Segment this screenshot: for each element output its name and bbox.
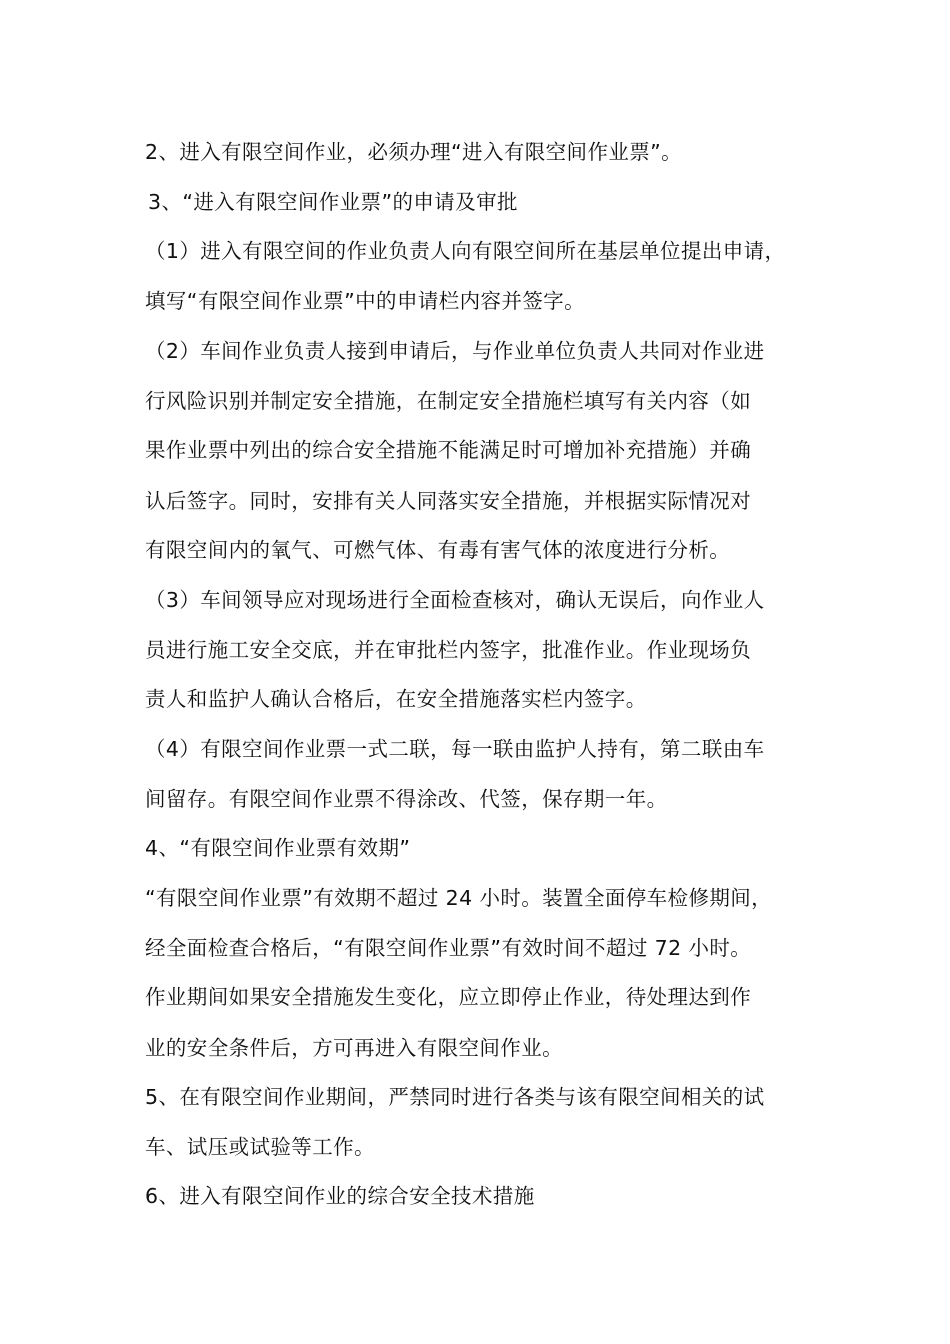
text-line: 经全面检查合格后，“有限空间作业票”有效时间不超过 72 小时。	[145, 936, 752, 960]
text-line: 3、“进入有限空间作业票”的申请及审批	[148, 190, 518, 214]
text-line: 5、在有限空间作业期间，严禁同时进行各类与该有限空间相关的试	[145, 1085, 765, 1109]
text-line: “有限空间作业票”有效期不超过 24 小时。装置全面停车检修期间，	[145, 886, 773, 910]
text-line: 认后签字。同时，安排有关人同落实安全措施，并根据实际情况对	[145, 489, 752, 513]
text-line: 业的安全条件后，方可再进入有限空间作业。	[145, 1036, 563, 1060]
text-line: 6、进入有限空间作业的综合安全技术措施	[145, 1184, 535, 1208]
text-line: 间留存。有限空间作业票不得涂改、代签，保存期一年。	[145, 787, 668, 811]
text-line: 责人和监护人确认合格后，在安全措施落实栏内签字。	[145, 687, 647, 711]
text-line: 4、“有限空间作业票有效期”	[145, 836, 411, 860]
text-line: 车、试压或试验等工作。	[145, 1135, 375, 1159]
text-line: （4）有限空间作业票一式二联，每一联由监护人持有，第二联由车	[145, 737, 765, 761]
text-line: 员进行施工安全交底，并在审批栏内签字，批准作业。作业现场负	[145, 638, 752, 662]
text-line: 2、进入有限空间作业，必须办理“进入有限空间作业票”。	[145, 140, 683, 164]
text-line: 有限空间内的氧气、可燃气体、有毒有害气体的浓度进行分析。	[145, 538, 731, 562]
text-line: （2）车间作业负责人接到申请后，与作业单位负责人共同对作业进	[145, 339, 765, 363]
text-line: 作业期间如果安全措施发生变化，应立即停止作业，待处理达到作	[145, 985, 752, 1009]
text-line: （1）进入有限空间的作业负责人向有限空间所在基层单位提出申请，	[145, 239, 786, 263]
text-line: （3）车间领导应对现场进行全面检查核对，确认无误后，向作业人	[145, 588, 765, 612]
text-line: 填写“有限空间作业票”中的申请栏内容并签字。	[145, 289, 586, 313]
text-line: 果作业票中列出的综合安全措施不能满足时可增加补充措施）并确	[145, 438, 752, 462]
text-line: 行风险识别并制定安全措施，在制定安全措施栏填写有关内容（如	[145, 389, 752, 413]
